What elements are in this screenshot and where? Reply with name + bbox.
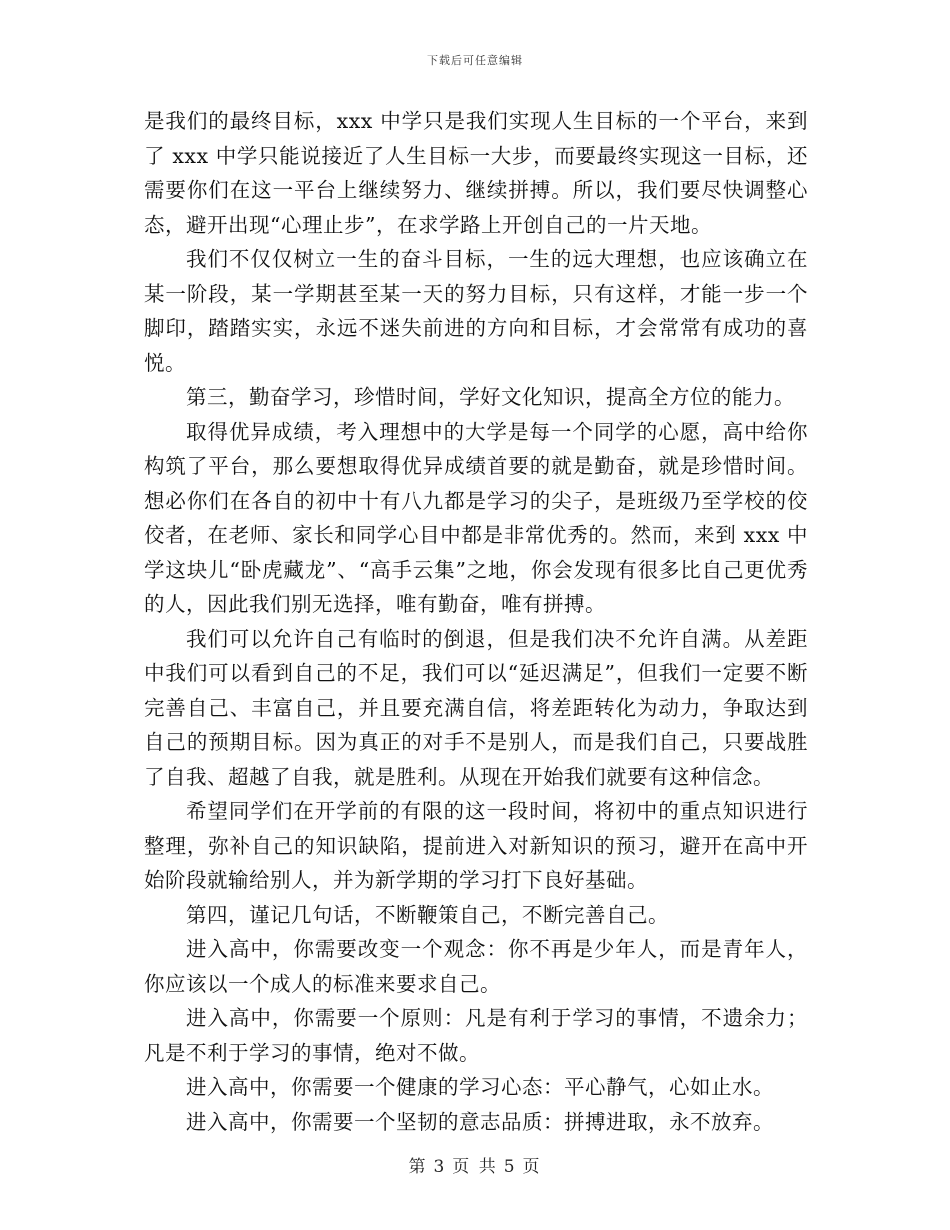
section-heading-3: 第三，勤奋学习，珍惜时间，学好文化知识，提高全方位的能力。: [186, 385, 795, 409]
paragraph-9: 进入高中，你需要一个原则：凡是有利于学习的事情，不遗余力；凡是不利于学习的事情，绝对不做。: [144, 1006, 808, 1065]
section-heading-4: 第四，谨记几句话，不断鞭策自己，不断完善自己。: [186, 902, 669, 927]
paragraph-4: 取得优异成绩，考入理想中的大学是每一个同学的心愿，高中给你构筑了平台，那么要想取得优异成绩首要的就是勤奋，就是珍惜时间。想必你们在各自的初中十有八九都是学习的尖子，是班级乃至学校的佼佼者，在老师、家长和同学心目中都是非常优秀的。然而，来到 xxx 中学这块儿“卧虎藏龙”、“高手云集”之地，你会发现有很多比自己更优秀的人，因此我们别无选择，唯有勤奋，唯有拼搏。: [144, 419, 808, 616]
page-total: 5: [503, 1157, 517, 1177]
paragraph-1: 是我们的最终目标，xxx 中学只是我们实现人生目标的一个平台，来到了 xxx 中学只能说接近了人生目标一大步，而要最终实现这一目标，还需要你们在这一平台上继续努力、继续拼搏。所以，我们要尽快调整心态，避开出现“心理止步”，在求学路上开创自己的一片天地。: [144, 109, 808, 237]
paragraph-11: 进入高中，你需要一个坚韧的意志品质：拼搏进取，永不放弃。: [186, 1109, 774, 1134]
paragraph-10: 进入高中，你需要一个健康的学习心态：平心静气，心如止水。: [186, 1075, 774, 1099]
page-number-footer: [0, 1152, 950, 1177]
paragraph-8: 进入高中，你需要改变一个观念：你不再是少年人，而是青年人，你应该以一个成人的标准来要求自己。: [144, 937, 808, 996]
paragraph-6: 希望同学们在开学前的有限的这一段时间，将初中的重点知识进行整理，弥补自己的知识缺陷，提前进入对新知识的预习，避开在高中开始阶段就输给别人，并为新学期的学习打下良好基础。: [144, 799, 808, 892]
page-mid: 页 共: [452, 1157, 498, 1177]
page-suffix: 页: [522, 1157, 542, 1177]
page-prefix: 第: [408, 1157, 428, 1177]
paragraph-5: 我们可以允许自己有临时的倒退，但是我们决不允许自满。从差距中我们可以看到自己的不足，我们可以“延迟满足”，但我们一定要不断完善自己、丰富自己，并且要充满自信，将差距转化为动力，争取达到自己的预期目标。因为真正的对手不是别人，而是我们自己，只要战胜了自我、超越了自我，就是胜利。从现在开始我们就要有这种信念。: [144, 626, 808, 789]
document-body: [144, 104, 808, 1139]
page-current: 3: [433, 1157, 447, 1177]
paragraph-2: 我们不仅仅树立一生的奋斗目标，一生的远大理想，也应该确立在某一阶段，某一学期甚至某一天的努力目标，只有这样，才能一步一个脚印，踏踏实实，永远不迷失前进的方向和目标，才会常常有成功的喜悦。: [144, 247, 808, 375]
page-header-note: 下载后可任意编辑: [427, 54, 523, 67]
